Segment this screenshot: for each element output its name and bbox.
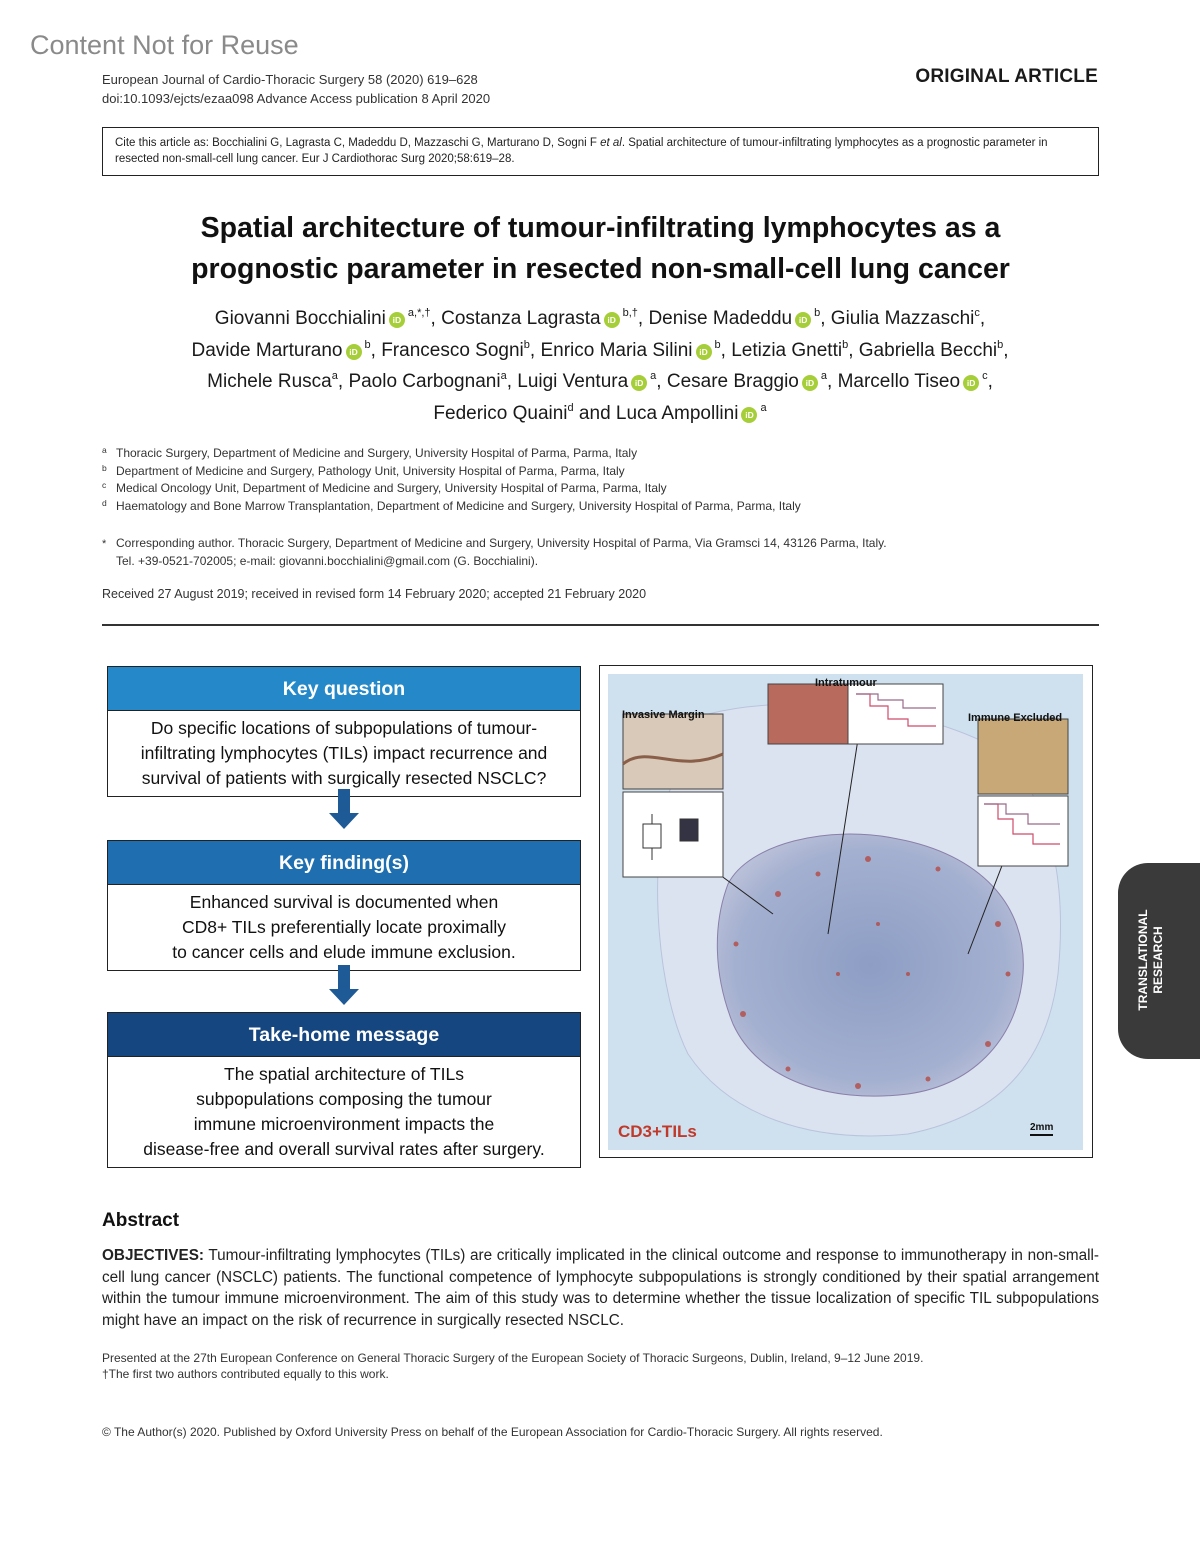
label-invasive-margin: Invasive Margin xyxy=(622,709,705,721)
affiliation xyxy=(102,445,1099,463)
key-question-heading: Key question xyxy=(108,667,580,711)
author-separator: , xyxy=(430,308,442,329)
author-separator: , xyxy=(820,308,831,329)
author-separator: , xyxy=(637,308,649,329)
section-tab-line-2: RESEARCH xyxy=(1151,926,1165,994)
author-affiliation-mark: b xyxy=(364,338,371,351)
affiliation-text: Thoracic Surgery, Department of Medicine and Surgery, University Hospital of Parma, Parma, Italy xyxy=(116,446,638,460)
author-affiliation-mark: c xyxy=(974,307,980,319)
author-affiliation-mark: a xyxy=(820,370,828,382)
author-name: Giulia Mazzaschi xyxy=(830,308,975,329)
box-text-line: CD8+ TILs preferentially locate proximally xyxy=(181,917,507,937)
title-line-2: prognostic parameter in resected non-small-cell lung cancer xyxy=(191,253,1010,285)
label-cd3-tils: CD3+TILs xyxy=(618,1122,697,1141)
journal-citation: European Journal of Cardio-Thoracic Surgery 58 (2020) 619–628 xyxy=(102,72,478,87)
author-affiliation-mark: a xyxy=(331,370,338,382)
abstract-heading: Abstract xyxy=(102,1210,180,1231)
corresponding-line-1: Corresponding author. Thoracic Surgery, Department of Medicine and Surgery, University Hospital of Parma, Via Gramsci 14, 43126 Parma, Italy. xyxy=(116,536,887,550)
objectives-label: OBJECTIVES: xyxy=(102,1247,204,1264)
box-text-line: Do specific locations of subpopulations of tumour- xyxy=(150,718,538,738)
orcid-icon[interactable]: iD xyxy=(389,312,405,328)
orcid-icon[interactable]: iD xyxy=(963,375,979,391)
affiliation-mark: a xyxy=(102,445,107,455)
take-home-text xyxy=(108,1057,580,1167)
watermark: Content Not for Reuse xyxy=(30,30,299,60)
author-separator: , xyxy=(1003,339,1009,361)
author-name: Paolo Carbognani xyxy=(348,371,501,392)
author-name: Cesare Braggio xyxy=(666,371,799,392)
author-name: Marcello Tiseo xyxy=(837,371,961,392)
objectives-text: Tumour-infiltrating lymphocytes (TILs) are critically implicated in the clinical outcome and response to immunotherapy in non-small-cell lung cancer (NSCLC) patients. The functional competence of lymphocyte subpopulations is strongly conditioned by their spatial arrangement within the tumour immune microenvironment. The aim of this study was to determine whether the tissue localization of specific TIL subpopulations might have an impact on the risk of recurrence in surgically resected NSCLC. xyxy=(102,1247,1099,1329)
author-name: Luca Ampollini xyxy=(615,402,739,424)
article-title xyxy=(102,208,1099,290)
journal-doi: doi:10.1093/ejcts/ezaa098 Advance Access publication 8 April 2020 xyxy=(102,91,491,106)
author-separator: , xyxy=(827,371,838,392)
corresponding-mark: * xyxy=(102,538,107,550)
orcid-icon[interactable]: iD xyxy=(795,312,811,328)
author-list xyxy=(120,303,1080,429)
author-affiliation-mark: b xyxy=(842,338,849,351)
author-affiliation-mark: a xyxy=(760,401,767,414)
author-affiliation-mark: b,† xyxy=(622,307,638,319)
box-text-line: disease-free and overall survival rates after surgery. xyxy=(143,1139,545,1159)
author-name: Federico Quaini xyxy=(433,402,568,424)
affiliation-mark: b xyxy=(102,462,107,473)
author-affiliation-mark: c xyxy=(982,370,988,382)
orcid-icon[interactable]: iD xyxy=(346,344,362,360)
affiliation xyxy=(102,480,1099,498)
section-tab-line-1: TRANSLATIONAL xyxy=(1136,909,1150,1011)
box-text-line: survival of patients with surgically resected NSCLC? xyxy=(141,768,547,788)
affiliation-text: Department of Medicine and Surgery, Pathology Unit, University Hospital of Parma, Parma, Italy xyxy=(116,463,625,478)
author-name: Gabriella Becchi xyxy=(858,339,998,361)
author-name: Davide Marturano xyxy=(191,339,343,361)
author-name: Denise Madeddu xyxy=(648,308,793,329)
presentation-note: Presented at the 27th European Conference on General Thoracic Surgery of the European Society of Thoracic Surgeons, Dublin, Ireland, 9–12 June 2019. xyxy=(102,1351,924,1365)
author-name: Francesco Sogni xyxy=(381,339,524,361)
author-affiliation-mark: b xyxy=(814,307,821,319)
affiliation-mark: c xyxy=(102,480,107,490)
affiliation-text: Medical Oncology Unit, Department of Medicine and Surgery, University Hospital of Parma, Parma, Italy xyxy=(116,481,667,495)
citation-box xyxy=(102,127,1099,176)
orcid-icon[interactable]: iD xyxy=(802,375,818,391)
author-separator: , xyxy=(987,371,993,392)
key-question-box xyxy=(107,666,581,797)
author-affiliation-mark: a,*,† xyxy=(407,307,431,319)
key-findings-heading: Key finding(s) xyxy=(108,841,580,885)
author-affiliation-mark: a xyxy=(650,370,657,382)
affiliation-mark: d xyxy=(102,497,107,508)
received-dates: Received 27 August 2019; received in revised form 14 February 2020; accepted 21 February 2020 xyxy=(102,587,647,601)
author-name: Enrico Maria Silini xyxy=(540,339,693,361)
corresponding-line-2: Tel. +39-0521-702005; e-mail: giovanni.bocchialini@gmail.com (G. Bocchialini). xyxy=(116,553,539,568)
key-findings-text xyxy=(108,885,580,970)
citation-prefix: Cite this article as: Bocchialini G, Lagrasta C, Madeddu D, Mazzaschi G, Marturano D, Sogni F xyxy=(115,137,597,149)
article-type: ORIGINAL ARTICLE xyxy=(915,66,1098,87)
author-name: Letizia Gnetti xyxy=(731,339,843,361)
copyright: © The Author(s) 2020. Published by Oxford University Press on behalf of the European Association for Cardio-Thoracic Surgery. All rights reserved. xyxy=(102,1425,883,1439)
box-text-line: to cancer cells and elude immune exclusion. xyxy=(172,942,516,962)
equal-contribution-note: †The first two authors contributed equally to this work. xyxy=(102,1367,389,1381)
author-separator: , xyxy=(656,371,667,392)
label-intratumour: Intratumour xyxy=(815,677,877,689)
author-name: Costanza Lagrasta xyxy=(441,308,601,329)
author-name: Giovanni Bocchialini xyxy=(214,308,386,329)
affiliations xyxy=(102,445,1099,515)
author-separator: , xyxy=(529,339,541,361)
orcid-icon[interactable]: iD xyxy=(604,312,620,328)
orcid-icon[interactable]: iD xyxy=(741,407,757,423)
author-separator: , xyxy=(848,339,859,361)
orcid-icon[interactable]: iD xyxy=(631,375,647,391)
author-separator: , xyxy=(506,371,518,392)
author-affiliation-mark: b xyxy=(523,338,530,351)
corresponding-author xyxy=(102,535,1099,570)
box-text-line: immune microenvironment impacts the xyxy=(193,1114,495,1134)
key-question-text xyxy=(108,711,580,796)
orcid-icon[interactable]: iD xyxy=(696,344,712,360)
section-tab-label xyxy=(1136,880,1166,1040)
divider xyxy=(102,624,1099,626)
histology-image xyxy=(608,674,1083,1150)
author-separator: and xyxy=(573,402,616,424)
abstract-objectives xyxy=(102,1245,1099,1331)
citation-etal: et al xyxy=(600,137,622,149)
label-immune-excluded: Immune Excluded xyxy=(968,712,1063,724)
author-affiliation-mark: b xyxy=(997,338,1004,351)
take-home-box xyxy=(107,1012,581,1168)
take-home-heading: Take-home message xyxy=(108,1013,580,1057)
scale-bar: 2mm xyxy=(1030,1122,1053,1136)
author-separator: , xyxy=(337,371,349,392)
journal-info xyxy=(102,70,490,108)
box-text-line: Enhanced survival is documented when xyxy=(189,892,499,912)
down-arrow-icon xyxy=(329,965,359,1005)
citation-suffix: . Spatial architecture of tumour-infiltrating lymphocytes as a prognostic parameter in resected non-small-cell lung cancer. Eur J Cardiothorac Surg 2020;58:619–28. xyxy=(115,137,1048,165)
author-separator: , xyxy=(979,308,986,329)
title-line-1: Spatial architecture of tumour-infiltrating lymphocytes as a xyxy=(200,212,1001,244)
box-text-line: subpopulations composing the tumour xyxy=(196,1089,492,1109)
affiliation xyxy=(102,463,1099,481)
author-affiliation-mark: a xyxy=(500,370,507,382)
affiliation-text: Haematology and Bone Marrow Transplantation, Department of Medicine and Surgery, University Hospital of Parma, Parma, Italy xyxy=(116,498,801,513)
author-affiliation-mark: d xyxy=(567,401,574,414)
key-findings-box xyxy=(107,840,581,971)
author-separator: , xyxy=(370,339,382,361)
author-separator: , xyxy=(720,339,732,361)
author-name: Michele Rusca xyxy=(207,371,332,392)
down-arrow-icon xyxy=(329,789,359,829)
affiliation xyxy=(102,498,1099,516)
author-name: Luigi Ventura xyxy=(517,371,629,392)
author-affiliation-mark: b xyxy=(714,338,721,351)
box-text-line: infiltrating lymphocytes (TILs) impact recurrence and xyxy=(140,743,548,763)
graphical-abstract-figure xyxy=(599,665,1093,1158)
box-text-line: The spatial architecture of TILs xyxy=(224,1064,464,1084)
